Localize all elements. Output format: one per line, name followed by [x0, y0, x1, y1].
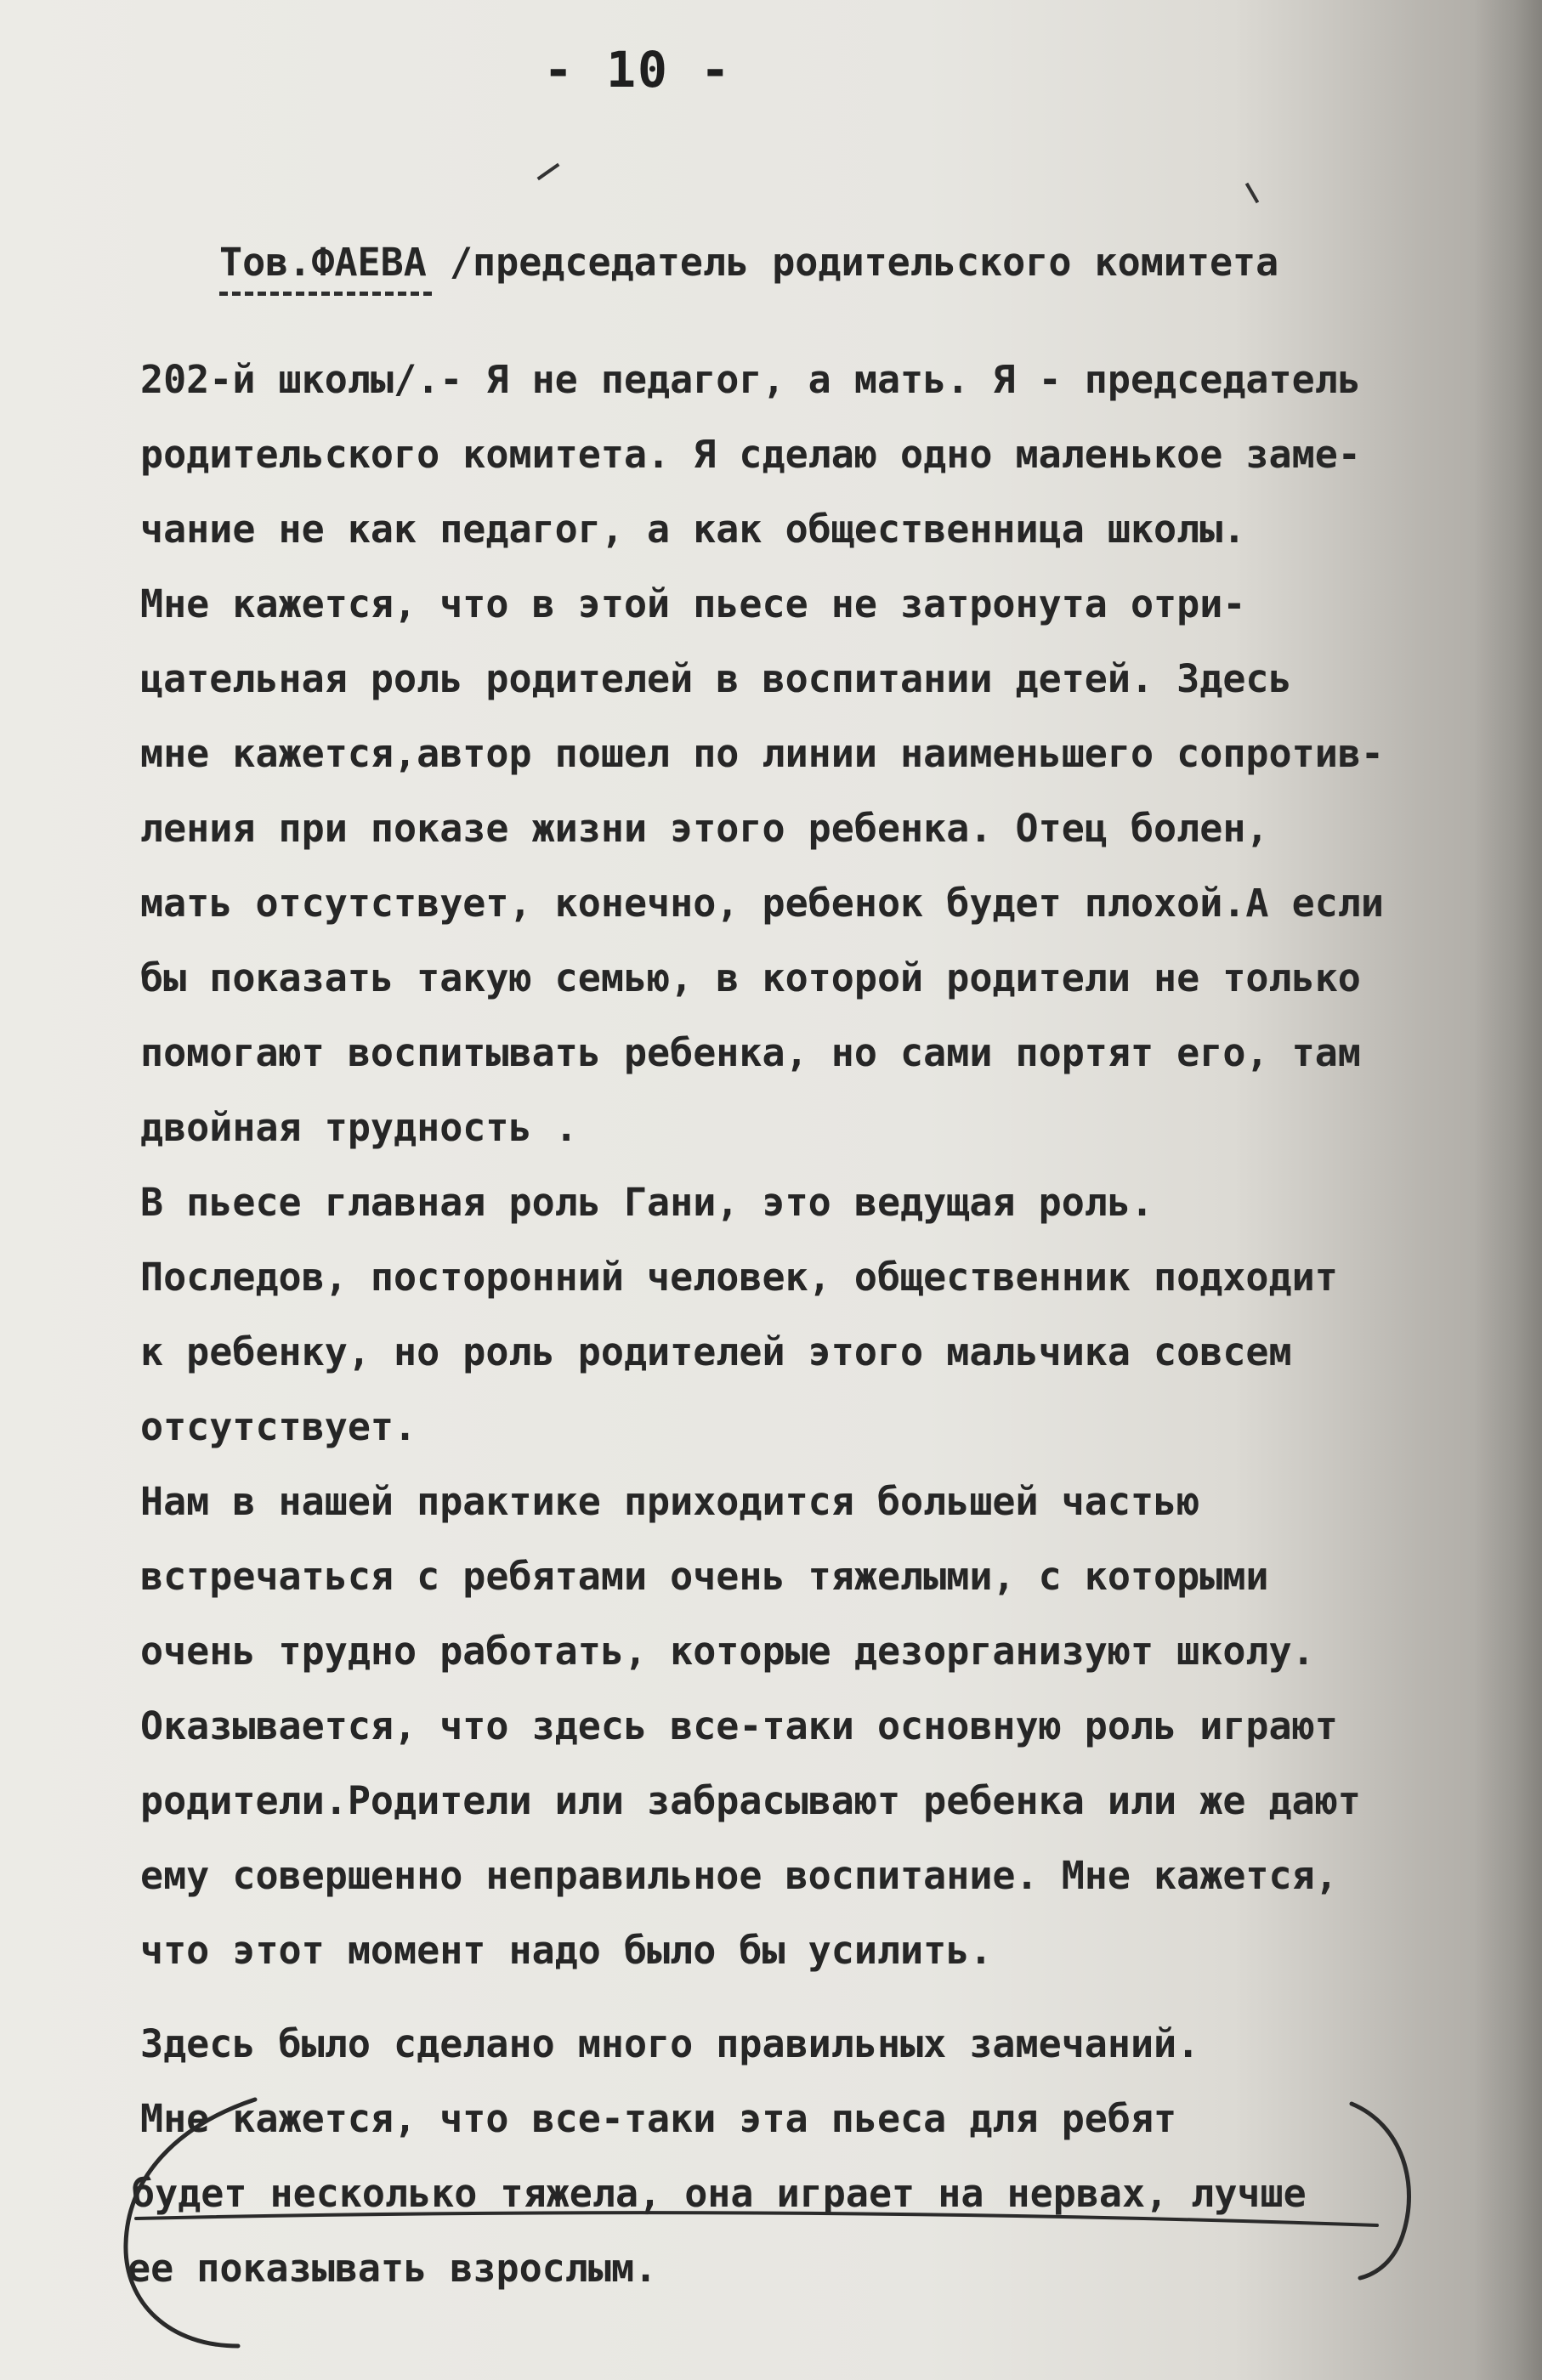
text-line: Оказывается, что здесь все-таки основную роль играют: [140, 1703, 1338, 1748]
text-line: Здесь было сделано много правильных замечаний.: [140, 2021, 1200, 2066]
text-line: ее показывать взрослым.: [128, 2246, 658, 2291]
text-line: мне кажется,автор пошел по линии наименьшего сопротив-: [140, 731, 1384, 776]
text-line: помогают воспитывать ребенка, но сами портят его, там: [140, 1030, 1361, 1075]
text-line: двойная трудность .: [140, 1105, 578, 1150]
text-line: отсутствует.: [140, 1404, 417, 1449]
text-line: к ребенку, но роль родителей этого мальчика совсем: [140, 1329, 1292, 1374]
text-line: родители.Родители или забрасывают ребенка или же дают: [140, 1778, 1361, 1823]
text-line: Тов.ФАЕВА /председатель родительского комитета: [219, 240, 1279, 285]
text-line: ему совершенно неправильное воспитание. Мне кажется,: [140, 1853, 1338, 1898]
text-line: Нам в нашей практике приходится большей частью: [140, 1479, 1200, 1524]
text-line: бы показать такую семью, в которой родители не только: [140, 955, 1361, 1000]
text-line: будет несколько тяжела, она играет на нервах, лучше: [132, 2171, 1307, 2216]
text-line: очень трудно работать, которые дезорганизуют школу.: [140, 1629, 1315, 1674]
text-line: мать отсутствует, конечно, ребенок будет плохой.А если: [140, 881, 1384, 926]
text-line: ления при показе жизни этого ребенка. Отец болен,: [140, 806, 1269, 851]
text-line: В пьесе главная роль Гани, это ведущая роль.: [140, 1180, 1154, 1225]
text-line: Мне кажется, что в этой пьесе не затронута отри-: [140, 581, 1246, 626]
text-line: встречаться с ребятами очень тяжелыми, с которыми: [140, 1554, 1269, 1599]
text-line: 202-й школы/.- Я не педагог, а мать. Я - председатель: [140, 357, 1361, 402]
text-line: цательная роль родителей в воспитании детей. Здесь: [140, 656, 1292, 701]
page-number: - 10 -: [543, 41, 732, 99]
text-line: родительского комитета. Я сделаю одно маленькое заме-: [140, 432, 1361, 477]
text-line: что этот момент надо было бы усилить.: [140, 1928, 993, 1973]
text-line: Мне кажется, что все-таки эта пьеса для ребят: [140, 2096, 1177, 2141]
text-line: чание не как педагог, а как общественница школы.: [140, 507, 1246, 552]
text-line: Последов, посторонний человек, общественник подходит: [140, 1255, 1338, 1300]
